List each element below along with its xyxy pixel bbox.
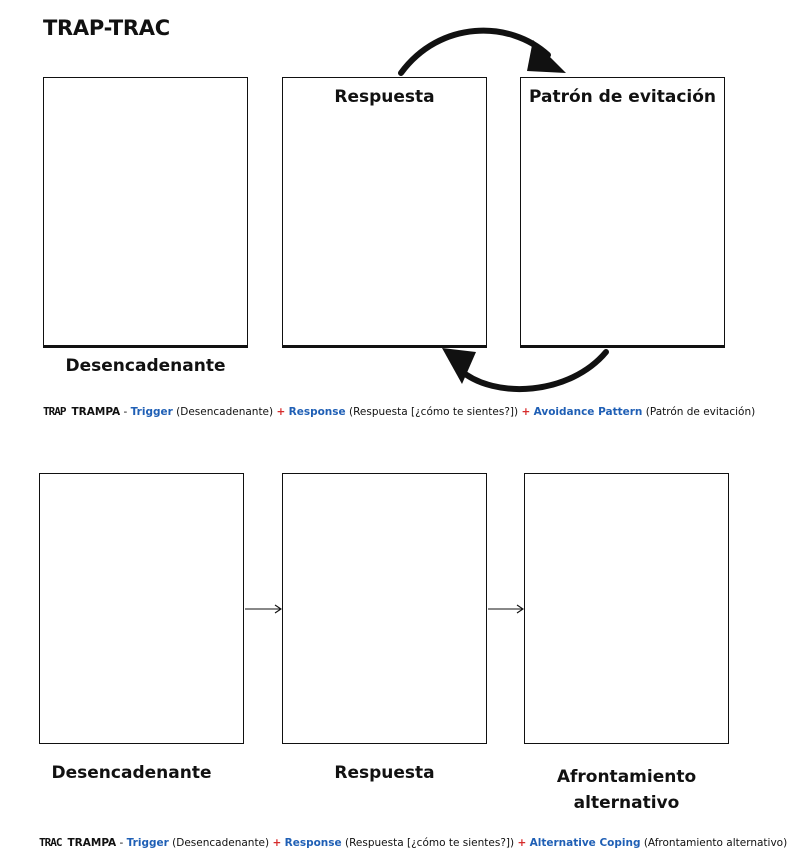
- trap-legend-plus-2: +: [521, 406, 531, 418]
- trac-dash: -: [119, 837, 124, 849]
- trap-acronym: TRAMPA: [71, 406, 121, 418]
- straight-arrow-1-head: [275, 605, 281, 613]
- trac-legend-trigger-es: (Desencadenante): [172, 837, 270, 849]
- trac-coping-label-line2: alternativo: [573, 793, 680, 813]
- trap-code: TRAP: [43, 405, 66, 418]
- trac-legend-response-en: Response: [284, 837, 342, 849]
- trap-response-box[interactable]: [282, 77, 487, 348]
- trac-legend-trigger-en: Trigger: [126, 837, 169, 849]
- trac-trigger-label: Desencadenante: [51, 763, 212, 783]
- trap-legend-response-es: (Respuesta [¿cómo te sientes?]): [349, 406, 519, 418]
- trap-legend: [43, 405, 755, 418]
- trac-coping-box[interactable]: [524, 473, 729, 744]
- trap-legend-avoid-en: Avoidance Pattern: [533, 406, 643, 418]
- trap-response-label: Respuesta: [334, 87, 435, 107]
- trac-legend: [39, 836, 787, 849]
- trap-legend-avoid-es: (Patrón de evitación): [645, 406, 756, 418]
- curved-arrow-top-head: [527, 40, 566, 73]
- curved-arrow-bottom: [460, 352, 606, 389]
- trap-legend-trigger-en: Trigger: [130, 406, 173, 418]
- trac-response-label: Respuesta: [334, 763, 435, 783]
- trap-trigger-box[interactable]: [43, 77, 248, 348]
- trac-coping-label: [524, 764, 729, 816]
- trac-legend-response-es: (Respuesta [¿cómo te sientes?]): [345, 837, 515, 849]
- curved-arrow-top: [401, 31, 548, 73]
- trac-legend-coping-es: (Afrontamiento alternativo): [643, 837, 787, 849]
- trac-coping-label-line1: Afrontamiento: [556, 767, 697, 787]
- trap-avoidance-box[interactable]: [520, 77, 725, 348]
- trac-acronym: TRAMPA: [67, 837, 117, 849]
- curved-arrow-bottom-head: [442, 348, 476, 384]
- trap-legend-trigger-es: (Desencadenante): [176, 406, 274, 418]
- trac-legend-coping-en: Alternative Coping: [529, 837, 641, 849]
- trac-legend-plus-2: +: [517, 837, 527, 849]
- trap-dash: -: [123, 406, 128, 418]
- trap-trigger-label: Desencadenante: [65, 356, 226, 376]
- page-title: TRAP-TRAC: [43, 16, 170, 40]
- trac-legend-plus-1: +: [272, 837, 282, 849]
- trac-response-box[interactable]: [282, 473, 487, 744]
- trap-legend-response-en: Response: [288, 406, 346, 418]
- trap-avoidance-label: Patrón de evitación: [528, 87, 717, 107]
- trac-code: TRAC: [39, 836, 62, 849]
- straight-arrow-2-head: [517, 605, 523, 613]
- trac-trigger-box[interactable]: [39, 473, 244, 744]
- trap-legend-plus-1: +: [276, 406, 286, 418]
